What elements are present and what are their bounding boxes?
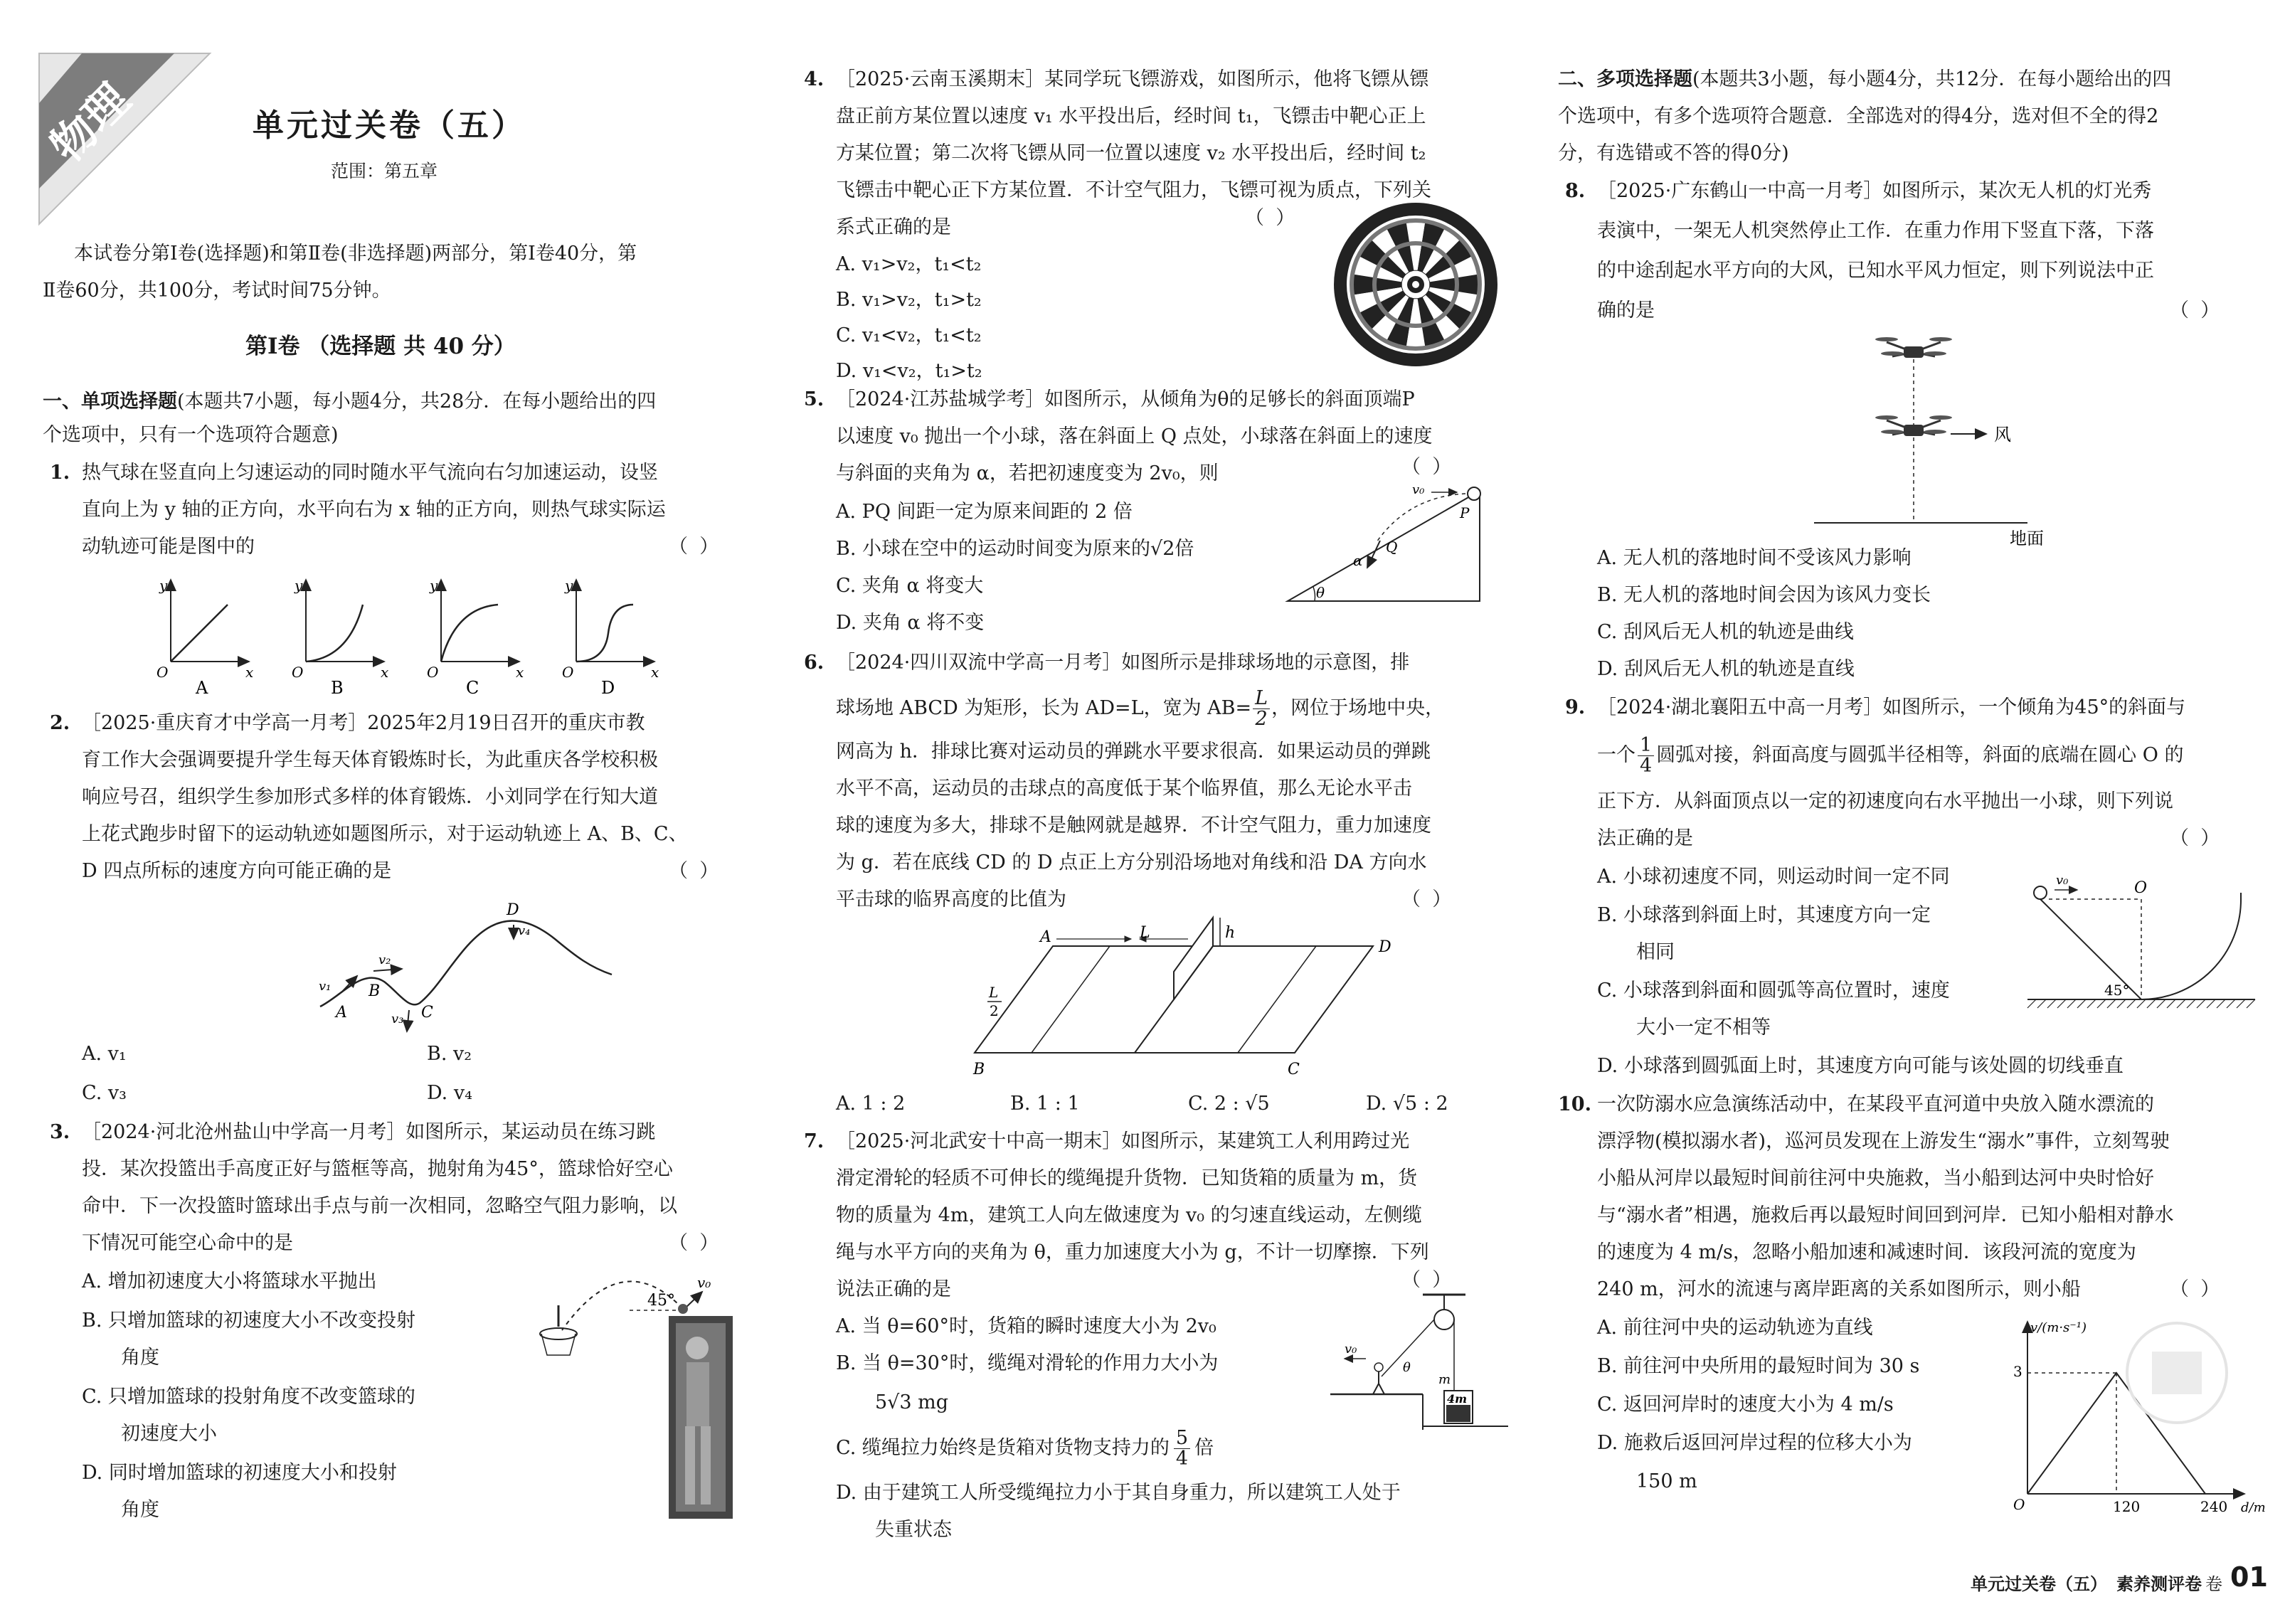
q9-option-c-cont: 大小一定不相等 <box>1636 1017 1771 1039</box>
q3-basketball-figure <box>516 1266 751 1522</box>
q8-option-a[interactable]: A. 无人机的落地时间不受该风力影响 <box>1597 547 1912 569</box>
q10-line-5: 的速度为 4 m/s，忽略小船加速和减速时间．该段河流的宽度为 <box>1597 1241 2136 1263</box>
q6-line-2: 球场地 ABCD 为矩形，长为 AD=L，宽为 AB= $\frac{L}{2}$ ，网位于场地中央， <box>836 687 1445 730</box>
q9-option-c[interactable]: C. 小球落到斜面和圆弧等高位置时，速度 <box>1597 980 1950 1002</box>
ground-hatch <box>2027 999 2036 1008</box>
q8-option-c[interactable]: C. 刮风后无人机的轨迹是曲线 <box>1597 621 1854 643</box>
ground-hatch <box>2097 999 2106 1008</box>
q3-option-d-cont: 角度 <box>121 1499 159 1521</box>
q9-answer-blank[interactable]: （ ） <box>2170 827 2220 849</box>
q9-v0: v₀ <box>2056 873 2069 888</box>
q2-vel-3: v₃ <box>391 1012 404 1026</box>
q7-option-d-cont: 失重状态 <box>875 1519 952 1541</box>
q1-graph-3 <box>427 577 524 698</box>
q7-option-d[interactable]: D. 由于建筑工人所受缆绳拉力小于其自身重力，所以建筑工人处于 <box>836 1482 1401 1504</box>
q10-line-2: 漂浮物(模拟溺水者)，巡河员发现在上游发生“溺水”事件，立刻驾驶 <box>1597 1130 2170 1152</box>
q3-angle: 45° <box>647 1292 675 1310</box>
q10-answer-blank[interactable]: （ ） <box>2170 1278 2220 1300</box>
q1-graph-4 <box>562 577 659 698</box>
q3-option-b-cont: 角度 <box>121 1347 159 1369</box>
q10-option-d-cont: 150 m <box>1636 1470 1697 1492</box>
q10-option-b[interactable]: B. 前往河中央所用的最短时间为 30 s <box>1597 1355 1920 1377</box>
q6-option-b[interactable]: B. 1 : 1 <box>1010 1093 1080 1115</box>
q3-option-b[interactable]: B. 只增加篮球的初速度大小不改变投射 <box>82 1310 416 1332</box>
q6-line-6: 为 g．若在底线 CD 的 D 点正上方分别沿场地对角线和沿 DA 方向水 <box>836 851 1427 874</box>
q9-option-a[interactable]: A. 小球初速度不同，则运动时间一定不同 <box>1597 866 1950 888</box>
q2-line-1: ［2025·重庆育才中学高一月考］2025年2月19日召开的重庆市教 <box>82 712 645 734</box>
q8-option-b[interactable]: B. 无人机的落地时间会因为该风力变长 <box>1597 584 1931 606</box>
q2-line-2: 育工作大会强调要提升学生每天体育锻炼时长，为此重庆各学校积极 <box>82 749 658 771</box>
badge-text: 物理 <box>41 73 140 173</box>
drone-rotor <box>1924 351 1946 356</box>
q4-line-4: 飞镖击中靶心正下方某位置．不计空气阻力，飞镖可视为质点，下列关 <box>836 179 1431 201</box>
q6-court-figure <box>975 918 1416 1081</box>
q3-option-c-cont: 初速度大小 <box>121 1423 217 1445</box>
q1-graph-x-axis: x <box>381 664 389 681</box>
q8-ground-label: 地面 <box>2010 529 2044 548</box>
drone-rotor <box>1924 430 1946 434</box>
page-number: 01 <box>2230 1561 2268 1593</box>
q9-arc-figure <box>2027 871 2262 1021</box>
q4-option-d[interactable]: D. v₁<v₂，t₁>t₂ <box>836 360 982 382</box>
q4-option-b[interactable]: B. v₁>v₂，t₁>t₂ <box>836 289 982 311</box>
q5-line-2: 以速度 v₀ 抛出一个小球，落在斜面上 Q 点处，小球落在斜面上的速度 <box>836 425 1433 447</box>
q4-line-3: 方某位置；第二次将飞镖从同一位置以速度 v₂ 水平投出后，经时间 t₂ <box>836 142 1426 164</box>
q8-line-1: ［2025·广东鹤山一中高一月考］如图所示，某次无人机的灯光秀 <box>1597 180 2152 202</box>
q10-ylabel: v/(m·s⁻¹) <box>2030 1320 2087 1335</box>
q5-P: P <box>1460 504 1470 521</box>
q2-option-c[interactable]: C. v₃ <box>82 1082 127 1104</box>
q7-theta: θ <box>1403 1360 1411 1375</box>
q6-B: B <box>973 1061 985 1078</box>
q7-line-3: 物的质量为 4m，建筑工人向左做速度为 v₀ 的匀速直线运动，左侧缆 <box>836 1204 1422 1226</box>
q10-line-3: 小船从河岸以最短时间前往河中央施救，当小船到达河中央时恰好 <box>1597 1167 2154 1189</box>
ground-hatch <box>2207 999 2215 1008</box>
q5-option-c[interactable]: C. 夹角 α 将变大 <box>836 575 984 597</box>
q6-line-7: 平击球的临界高度的比值为 <box>836 888 1066 911</box>
q5-theta: θ <box>1316 584 1325 601</box>
ground-hatch <box>2147 999 2156 1008</box>
q10-xlabel: d/m <box>2241 1500 2266 1515</box>
q9-O: O <box>2134 879 2148 897</box>
footer-series: 素养测评卷 <box>2116 1574 2202 1594</box>
q1-graph-y-axis: y <box>565 577 573 594</box>
ground-hatch <box>2177 999 2185 1008</box>
q1-answer-blank[interactable]: （ ） <box>669 536 719 558</box>
ground-hatch <box>2047 999 2056 1008</box>
q1-graph-x-axis: x <box>516 664 524 681</box>
ground-hatch <box>2057 999 2066 1008</box>
q9-option-b[interactable]: B. 小球落到斜面上时，其速度方向一定 <box>1597 904 1931 926</box>
q4-line-5: 系式正确的是 <box>836 216 951 238</box>
q1-graphs <box>149 569 719 697</box>
q2-option-b[interactable]: B. v₂ <box>427 1043 472 1065</box>
q4-line-1: ［2025·云南玉溪期末］某同学玩飞镖游戏，如图所示，他将飞镖从镖 <box>836 68 1429 90</box>
q7-m: m <box>1438 1372 1451 1387</box>
section-1-header: 一、单项选择题(本题共7小题，每小题4分，共28分．在每小题给出的四 <box>43 391 657 413</box>
q8-number: 8. <box>1565 180 1586 202</box>
q9-line-1: ［2024·湖北襄阳五中高一月考］如图所示，一个倾角为45°的斜面与 <box>1597 696 2186 718</box>
q10-x240: 240 <box>2200 1498 2228 1515</box>
q6-option-a[interactable]: A. 1 : 2 <box>836 1093 906 1115</box>
q5-alpha: α <box>1353 552 1363 569</box>
q1-graph-origin: O <box>292 664 304 681</box>
q5-line-3: 与斜面的夹角为 α，若把初速度变为 2v₀，则 <box>836 462 1219 484</box>
q7-line-5: 说法正确的是 <box>836 1278 951 1300</box>
q10-velocity-graph <box>1999 1316 2266 1515</box>
q10-option-d[interactable]: D. 施救后返回河岸过程的位移大小为 <box>1597 1432 1912 1454</box>
drone-rotor <box>1875 337 1898 341</box>
q5-line-1: ［2024·江苏盐城学考］如图所示，从倾角为θ的足够长的斜面顶端P <box>836 388 1415 410</box>
q7-option-b[interactable]: B. 当 θ=30°时，缆绳对滑轮的作用力大小为 <box>836 1352 1219 1374</box>
q6-answer-blank[interactable]: （ ） <box>1401 888 1452 911</box>
q4-option-a[interactable]: A. v₁>v₂，t₁<t₂ <box>836 253 982 275</box>
ground-hatch <box>2127 999 2136 1008</box>
q3-line-1: ［2024·河北沧州盐山中学高一月考］如图所示，某运动员在练习跳 <box>82 1121 656 1143</box>
q2-line-5: D 四点所标的速度方向可能正确的是 <box>82 860 392 882</box>
ground-hatch <box>2247 999 2255 1008</box>
q10-y3: 3 <box>2013 1363 2022 1380</box>
q5-answer-blank[interactable]: （ ） <box>1401 456 1452 478</box>
page-title: 单元过关卷（五） <box>253 107 526 144</box>
q1-graph-label: C <box>466 678 479 698</box>
q3-line-3: 命中．下一次投篮时篮球出手点与前一次相同，忽略空气阻力影响，以 <box>82 1195 677 1217</box>
q3-line-4: 下情况可能空心命中的是 <box>82 1232 293 1254</box>
q2-line-4: 上花式跑步时留下的运动轨迹如题图所示，对于运动轨迹上 A、B、C、 <box>82 823 688 845</box>
drone-rotor <box>1929 337 1952 341</box>
q4-line-2: 盘正前方某位置以速度 v₁ 水平投出后，经时间 t₁，飞镖击中靶心正上 <box>836 105 1426 127</box>
q6-C: C <box>1288 1061 1300 1078</box>
ground-hatch <box>2077 999 2086 1008</box>
q4-number: 4. <box>804 68 825 90</box>
q6-L2-num: L <box>989 984 999 1001</box>
ground-hatch <box>2137 999 2146 1008</box>
q1-graph-label: B <box>331 678 344 698</box>
q5-v0: v₀ <box>1412 482 1425 497</box>
q2-point-A: A <box>336 1004 347 1021</box>
q2-trajectory-figure <box>256 889 626 1031</box>
q5-option-a[interactable]: A. PQ 间距一定为原来间距的 2 倍 <box>836 501 1133 523</box>
footer-juan: 卷 <box>2205 1574 2222 1594</box>
q2-number: 2. <box>50 712 70 734</box>
q6-option-d[interactable]: D. √5 : 2 <box>1366 1093 1448 1115</box>
q1-graph-y-axis: y <box>295 577 303 594</box>
q3-v0: v₀ <box>697 1274 711 1291</box>
q7-option-a[interactable]: A. 当 θ=60°时，货箱的瞬时速度大小为 2v₀ <box>836 1315 1216 1337</box>
q2-point-B: B <box>369 982 381 1000</box>
q4-answer-blank[interactable]: （ ） <box>1245 207 1295 229</box>
q10-line-1: 一次防溺水应急演练活动中，在某段平直河道中央放入随水漂流的 <box>1597 1093 2154 1115</box>
ground-hatch <box>2067 999 2076 1008</box>
q3-line-2: 投．某次投篮出手高度正好与篮框等高，抛射角为45°，篮球恰好空心 <box>82 1158 673 1180</box>
q9-45: 45° <box>2104 982 2130 999</box>
q2-vel-4: v₄ <box>518 923 531 938</box>
q4-option-c[interactable]: C. v₁<v₂，t₁<t₂ <box>836 324 982 346</box>
column-1 <box>43 0 761 1624</box>
ground-hatch <box>2237 999 2245 1008</box>
q8-option-d[interactable]: D. 刮风后无人机的轨迹是直线 <box>1597 658 1855 680</box>
q8-line-2: 表演中，一架无人机突然停止工作．在重力作用下竖直下落，下落 <box>1597 220 2154 242</box>
q6-L2-den: 2 <box>990 1002 999 1019</box>
drone-rotor <box>1881 351 1904 356</box>
q10-line-6: 240 m，河水的流速与离岸距离的关系如图所示，则小船 <box>1597 1278 2081 1300</box>
q1-graph-origin: O <box>427 664 439 681</box>
q6-D: D <box>1379 938 1391 956</box>
q6-line-1: ［2024·四川双流中学高一月考］如图所示是排球场地的示意图，排 <box>836 652 1410 674</box>
q10-origin: O <box>2013 1496 2025 1513</box>
q6-option-c[interactable]: C. 2 : √5 <box>1188 1093 1270 1115</box>
q10-option-a[interactable]: A. 前往河中央的运动轨迹为直线 <box>1597 1317 1873 1339</box>
q7-v0: v₀ <box>1345 1342 1357 1357</box>
ground-hatch <box>2117 999 2126 1008</box>
q1-graph-2 <box>292 577 388 698</box>
ground-hatch <box>2157 999 2165 1008</box>
q7-line-1: ［2025·河北武安十中高一期末］如图所示，某建筑工人利用跨过光 <box>836 1130 1410 1152</box>
section-2-header: 二、多项选择题(本题共3小题，每小题4分，共12分．在每小题给出的四 <box>1558 68 2172 90</box>
q8-line-4: 确的是 <box>1597 299 1655 322</box>
ground-hatch <box>2107 999 2116 1008</box>
q1-line-3: 动轨迹可能是图中的 <box>82 536 255 558</box>
q1-graph-x-axis: x <box>651 664 659 681</box>
q10-line-4: 与“溺水者”相遇，施救后再以最短时间回到河岸．已知小船相对静水 <box>1597 1204 2174 1226</box>
q3-option-c[interactable]: C. 只增加篮球的投射角度不改变篮球的 <box>82 1386 415 1408</box>
q8-wind-label: 风 <box>1994 425 2011 445</box>
q9-option-d[interactable]: D. 小球落到圆弧面上时，其速度方向可能与该处圆的切线垂直 <box>1597 1055 2124 1077</box>
q7-answer-blank[interactable]: （ ） <box>1401 1269 1452 1291</box>
q1-graph-y-axis: y <box>159 577 168 594</box>
q3-option-a[interactable]: A. 增加初速度大小将篮球水平抛出 <box>82 1270 377 1293</box>
q1-graph-origin: O <box>562 664 574 681</box>
ground-hatch <box>2227 999 2235 1008</box>
q7-option-b-cont: 5√3 mg <box>875 1391 949 1413</box>
q3-option-d[interactable]: D. 同时增加篮球的初速度大小和投射 <box>82 1462 397 1484</box>
section-2-desc-2: 分，有选错或不答的得0分) <box>1558 142 1789 164</box>
q6-number: 6. <box>804 652 825 674</box>
q9-number: 9. <box>1565 696 1586 718</box>
q6-line-5: 球的速度为多大，排球不是触网就是越界．不计空气阻力，重力加速度 <box>836 814 1431 837</box>
section-2-desc-1: 个选项中，有多个选项符合题意．全部选对的得4分，选对但不全的得2 <box>1558 105 2159 127</box>
q10-option-c[interactable]: C. 返回河岸时的速度大小为 4 m/s <box>1597 1394 1894 1416</box>
q2-point-D: D <box>507 901 519 919</box>
q1-line-2: 直向上为 y 轴的正方向，水平向右为 x 轴的正方向，则热气球实际运 <box>82 499 666 521</box>
q7-line-2: 滑定滑轮的轻质不可伸长的缆绳提升货物．已知货箱的质量为 m，货 <box>836 1167 1418 1189</box>
q5-option-b[interactable]: B. 小球在空中的运动时间变为原来的√2倍 <box>836 538 1194 560</box>
q10-number: 10. <box>1558 1093 1591 1115</box>
q5-option-d[interactable]: D. 夹角 α 将不变 <box>836 612 985 634</box>
q2-option-a[interactable]: A. v₁ <box>82 1043 127 1065</box>
q3-answer-blank[interactable]: （ ） <box>669 1232 719 1254</box>
intro-line-2: Ⅱ卷60分，共100分，考试时间75分钟。 <box>43 280 391 302</box>
q9-line-4: 法正确的是 <box>1597 827 1693 849</box>
q6-L: L <box>1140 924 1150 942</box>
q1-number: 1. <box>50 462 70 484</box>
q1-graph-origin: O <box>157 664 169 681</box>
q2-vel-2: v₂ <box>378 952 391 967</box>
q5-Q: Q <box>1386 538 1398 556</box>
drone-rotor <box>1881 430 1904 434</box>
q7-pulley-figure <box>1316 1288 1515 1430</box>
q7-option-c[interactable]: C. 缆绳拉力始终是货箱对货物支持力的 $\frac{5}{4}$ 倍 <box>836 1427 1214 1470</box>
ground-hatch <box>2037 999 2046 1008</box>
q4-dartboard-figure <box>1330 199 1501 370</box>
drone-rotor <box>1875 415 1898 420</box>
q7-number: 7. <box>804 1130 825 1152</box>
q1-graph-label: D <box>601 678 615 698</box>
ground-hatch <box>2167 999 2175 1008</box>
intro-line-1: 本试卷分第Ⅰ卷(选择题)和第Ⅱ卷(非选择题)两部分，第Ⅰ卷40分，第 <box>74 243 637 265</box>
q8-answer-blank[interactable]: （ ） <box>2170 299 2220 322</box>
column-2 <box>804 0 1515 1624</box>
q8-line-3: 的中途刮起水平方向的大风，已知水平风力恒定，则下列说法中正 <box>1597 260 2154 282</box>
q9-line-3: 正下方．从斜面顶点以一定的初速度向右水平抛出一小球，则下列说 <box>1597 790 2173 812</box>
q1-graph-y-axis: y <box>430 577 438 594</box>
q1-graph-x-axis: x <box>245 664 254 681</box>
column-3 <box>1558 0 2268 1624</box>
q5-number: 5. <box>804 388 825 410</box>
q8-drone-figure <box>1793 331 2092 548</box>
q2-vel-1: v₁ <box>319 979 332 994</box>
q1-graph-1 <box>157 577 253 698</box>
q2-line-3: 响应号召，组织学生参加形式多样的体育锻炼．小刘同学在行知大道 <box>82 786 658 808</box>
q2-option-d[interactable]: D. v₄ <box>427 1082 472 1104</box>
section-1-desc: 个选项中，只有一个选项符合题意) <box>43 424 339 446</box>
q1-graph-label: A <box>196 678 208 698</box>
q6-h: h <box>1225 924 1236 942</box>
ground-hatch <box>2197 999 2205 1008</box>
q9-line-2: 一个 $\frac{1}{4}$ 圆弧对接，斜面高度与圆弧半径相等，斜面的底端在圆心 O 的 <box>1597 734 2184 777</box>
part-1-heading: 第Ⅰ卷 （选择题 共 40 分） <box>245 334 516 359</box>
q2-answer-blank[interactable]: （ ） <box>669 860 719 882</box>
q10-x120: 120 <box>2113 1498 2141 1515</box>
ground-hatch <box>2087 999 2096 1008</box>
q3-number: 3. <box>50 1121 70 1143</box>
q6-line-3: 网高为 h．排球比赛对运动员的弹跳水平要求很高．如果运动员的弹跳 <box>836 741 1431 763</box>
ground-hatch <box>2217 999 2225 1008</box>
q9-option-b-cont: 相同 <box>1636 941 1675 963</box>
q2-point-C: C <box>421 1004 433 1021</box>
exam-range: 范围：第五章 <box>331 161 438 181</box>
drone-rotor <box>1929 415 1952 420</box>
ground-hatch <box>2187 999 2195 1008</box>
q6-line-4: 水平不高，运动员的击球点的高度低于某个临界值，那么无论水平击 <box>836 777 1412 800</box>
q6-A: A <box>1040 928 1051 946</box>
q1-line-1: 热气球在竖直向上匀速运动的同时随水平气流向右匀加速运动，设竖 <box>82 462 658 484</box>
q7-line-4: 绳与水平方向的夹角为 θ，重力加速度大小为 g，不计一切摩擦．下列 <box>836 1241 1429 1263</box>
q7-4m: 4m <box>1447 1392 1468 1406</box>
footer-exam-title: 单元过关卷（五） <box>1971 1574 2107 1594</box>
q5-incline-figure <box>1273 484 1501 608</box>
